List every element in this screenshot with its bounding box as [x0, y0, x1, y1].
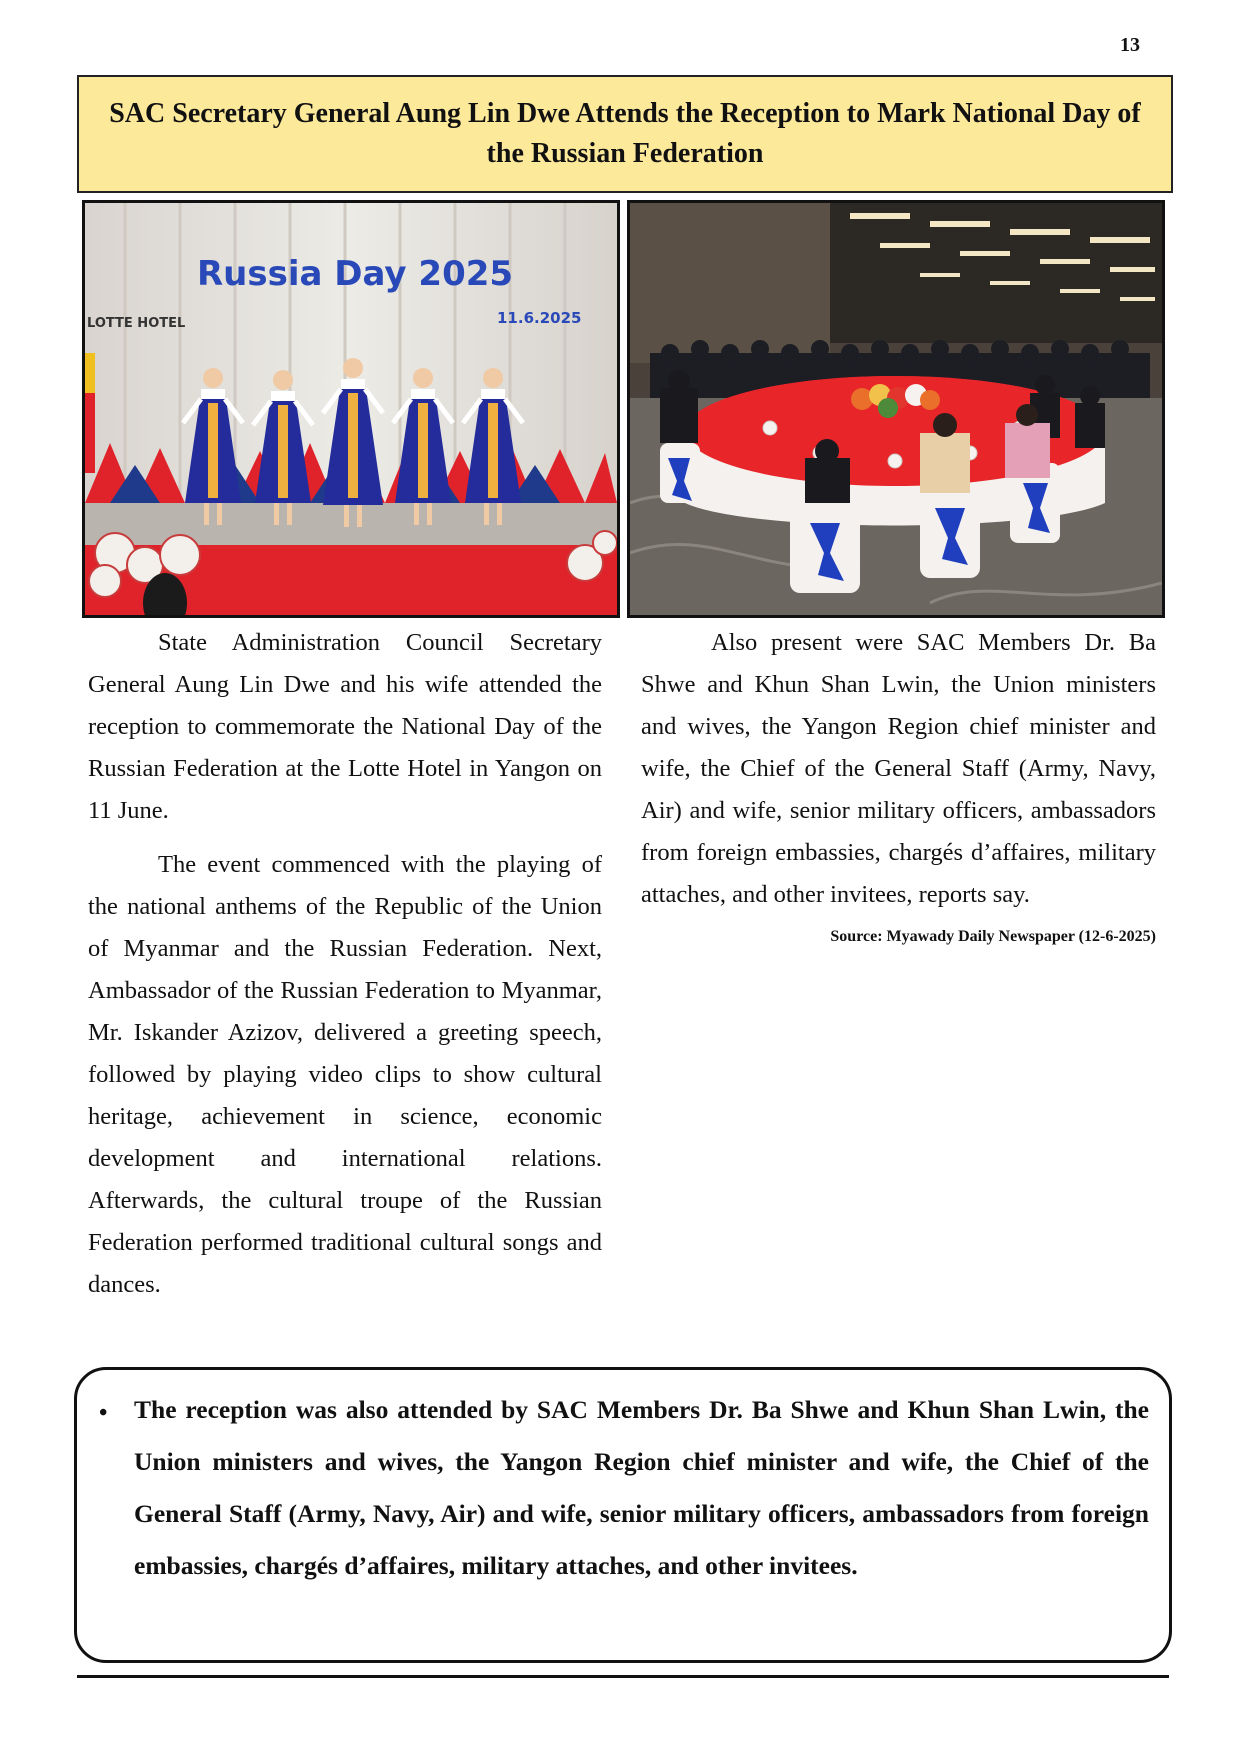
bullet-icon: • [99, 1400, 108, 1426]
banner-venue: LOTTE HOTEL [87, 316, 186, 331]
callout-text: The reception was also attended by SAC Members Dr. Ba Shwe and Khun Shan Lwin, the Union ministers and wives, the Yangon Region chief minister and wife, the Chief of the General Staff (Army, Navy, Air) and wife, senior military officers, ambassadors from foreign embassies, chargés d’affaires, military attaches, and other invitees. [134, 1395, 1149, 1580]
photo-dance-performance [82, 200, 620, 618]
banner-title: Russia Day 2025 [197, 254, 514, 294]
article-right-column [641, 622, 1156, 948]
article-paragraph: The event commenced with the playing of the national anthems of the Republic of the Union of Myanmar and the Russian Federation. Next, Ambassador of the Russian Federation to Myanmar, Mr. Iskander Azizov, delivered a greeting speech, followed by playing video clips to show cultural heritage, achievement in science, economic development and international relations. Afterwards, the cultural troupe of the Russian Federation performed traditional cultural songs and dances. [88, 851, 602, 1298]
bottom-rule [77, 1675, 1169, 1678]
banner-date: 11.6.2025 [497, 309, 582, 327]
article-paragraph: State Administration Council Secretary General Aung Lin Dwe and his wife attended the reception to commemorate the National Day of the Russian Federation at the Lotte Hotel in Yangon on 11 June. [88, 629, 602, 824]
headline-box [77, 75, 1173, 193]
article-left-column [88, 622, 602, 1306]
article-paragraph: Also present were SAC Members Dr. Ba Shwe and Khun Shan Lwin, the Union ministers and wives, the Yangon Region chief minister and wife, the Chief of the General Staff (Army, Navy, Air) and wife, senior military officers, ambassadors from foreign embassies, chargés d’affaires, military attaches, and other invitees, reports say. [641, 629, 1156, 908]
callout-box [74, 1367, 1172, 1663]
headline: SAC Secretary General Aung Lin Dwe Attends the Reception to Mark National Day of the Russian Federation [109, 98, 1141, 169]
page-number: 13 [1120, 34, 1140, 56]
source-credit: Source: Myawady Daily Newspaper (12-6-2025) [830, 928, 1156, 945]
photo-reception-banquet [627, 200, 1165, 618]
